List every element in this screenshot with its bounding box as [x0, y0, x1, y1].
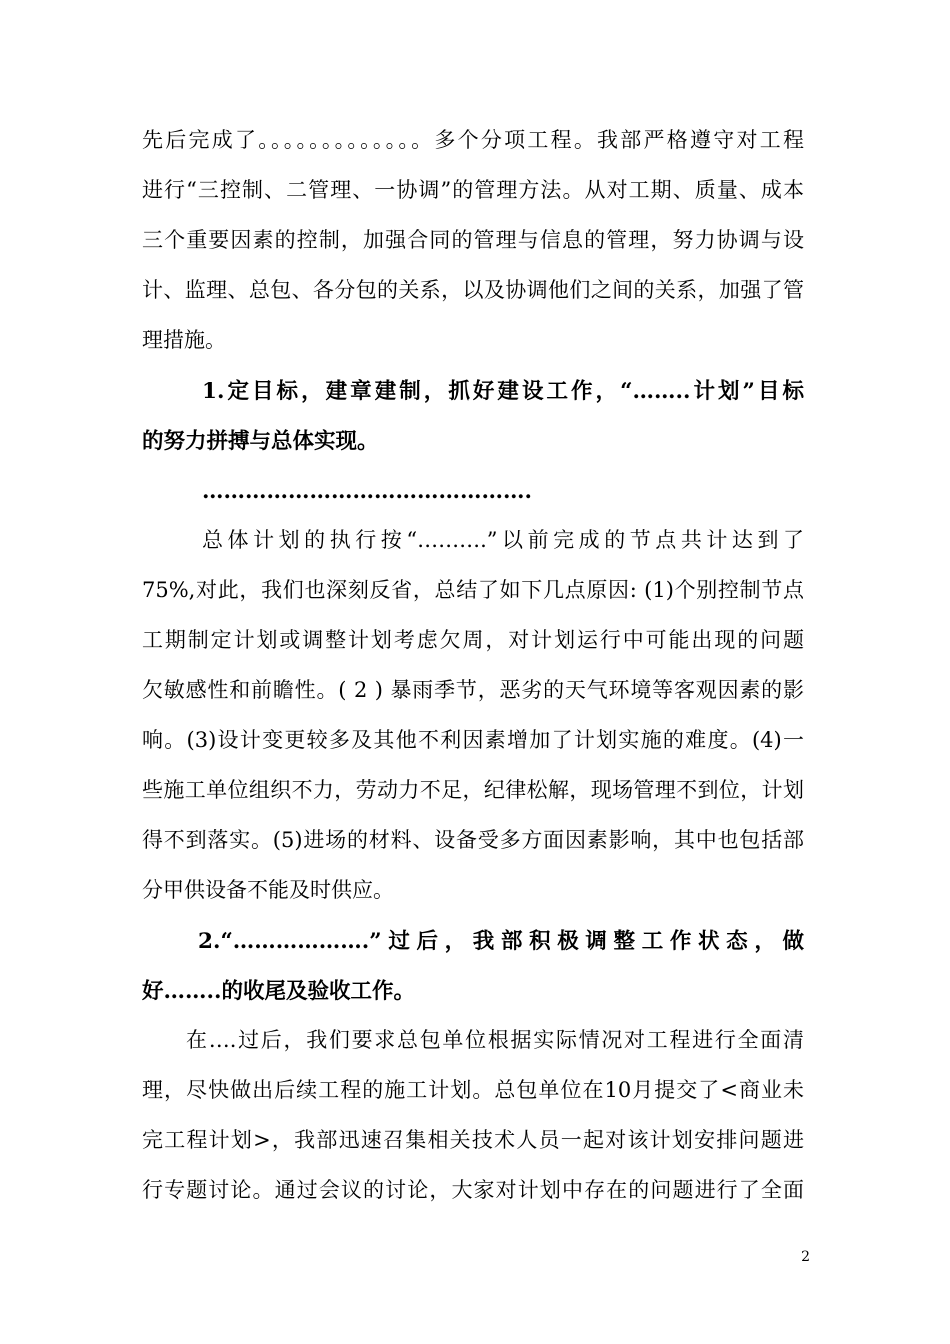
ellipsis-line: ………………………………………. [202, 479, 532, 504]
paragraph-line: 先后完成了。。。。。。。。。。。。。多个分项工程。我部严格遵守对工程 [142, 128, 804, 152]
paragraph-line: 75%,对此，我们也深刻反省，总结了如下几点原因: (1)个别控制节点 [142, 578, 804, 602]
paragraph-line: 总体计划的执行按“……….”以前完成的节点共计达到了 [202, 528, 804, 552]
paragraph-line: 欠敏感性和前瞻性。( 2 ) 暴雨季节，恶劣的天气环境等客观因素的影 [142, 678, 804, 702]
paragraph-line: 进行“三控制、二管理、一协调”的管理方法。从对工期、质量、成本 [142, 178, 804, 202]
section-heading-2: 2.“……………….”过后，我部积极调整工作状态，做 [198, 929, 804, 954]
page-number: 2 [801, 1249, 810, 1265]
paragraph-line: 在….过后，我们要求总包单位根据实际情况对工程进行全面清 [186, 1028, 804, 1052]
paragraph-line: 些施工单位组织不力，劳动力不足，纪律松解，现场管理不到位，计划 [142, 778, 804, 802]
section-heading-1: 1.定目标，建章建制，抓好建设工作，“……..计划”目标 [202, 379, 804, 404]
paragraph-line: 分甲供设备不能及时供应。 [142, 878, 394, 902]
paragraph-line: 三个重要因素的控制，加强合同的管理与信息的管理，努力协调与设 [142, 228, 804, 252]
paragraph-line: 行专题讨论。通过会议的讨论，大家对计划中存在的问题进行了全面 [142, 1178, 804, 1202]
paragraph-line: 理，尽快做出后续工程的施工计划。总包单位在10月提交了<商业未 [142, 1078, 804, 1102]
paragraph-line: 得不到落实。(5)进场的材料、设备受多方面因素影响，其中也包括部 [142, 828, 804, 852]
paragraph-line: 工期制定计划或调整计划考虑欠周，对计划运行中可能出现的问题 [142, 628, 804, 652]
section-heading-1-cont: 的努力拼搏与总体实现。 [142, 429, 379, 454]
paragraph-line: 完工程计划>，我部迅速召集相关技术人员一起对该计划安排问题进 [142, 1128, 804, 1152]
section-heading-2-cont: 好……..的收尾及验收工作。 [142, 979, 415, 1004]
paragraph-line: 计、监理、总包、各分包的关系，以及协调他们之间的关系，加强了管 [142, 278, 804, 302]
paragraph-line: 理措施。 [142, 328, 226, 352]
paragraph-line: 响。(3)设计变更较多及其他不利因素增加了计划实施的难度。(4)一 [142, 728, 804, 752]
